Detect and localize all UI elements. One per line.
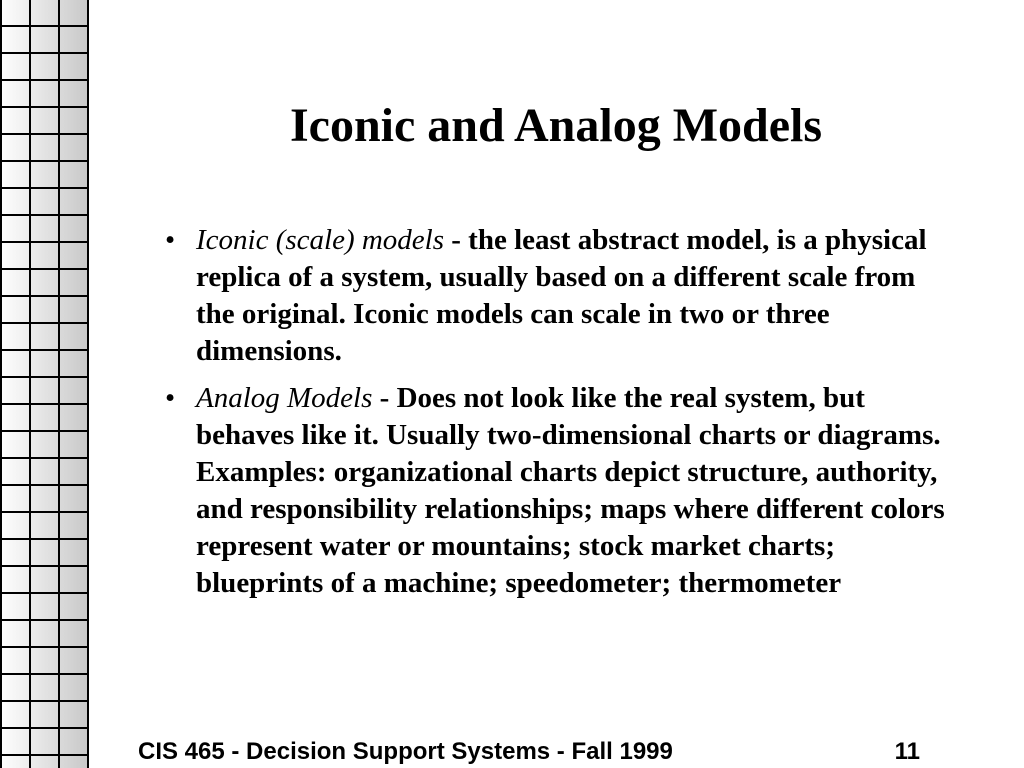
bullet-item-analog-models — [165, 380, 955, 602]
footer-course-title: CIS 465 - Decision Support Systems - Fall 1999 — [138, 738, 673, 765]
bullet-term: Analog Models — [196, 382, 373, 414]
bullet-list — [165, 222, 955, 612]
footer-page-number: 11 — [894, 738, 920, 765]
bullet-dot-icon: • — [165, 382, 176, 414]
bullet-term: Iconic (scale) models — [196, 224, 445, 256]
bullet-text: - the least abstract model, is a physical replica of a system, usually based on a different scale from the original. Iconic models can scale in two or three dimensions. — [196, 224, 927, 367]
slide-title: Iconic and Analog Models — [289, 99, 823, 152]
bullet-dot-icon: • — [165, 224, 176, 256]
decorative-grid-border — [0, 0, 89, 768]
bullet-text: - Does not look like the real system, but behaves like it. Usually two-dimensional charts or diagrams. Examples: organizational charts depict structure, authority, and responsibility relationships; maps where different colors represent water or mountains; stock market charts; blueprints of a machine; speedometer; thermometer — [196, 382, 945, 599]
bullet-item-iconic-models — [165, 222, 955, 370]
